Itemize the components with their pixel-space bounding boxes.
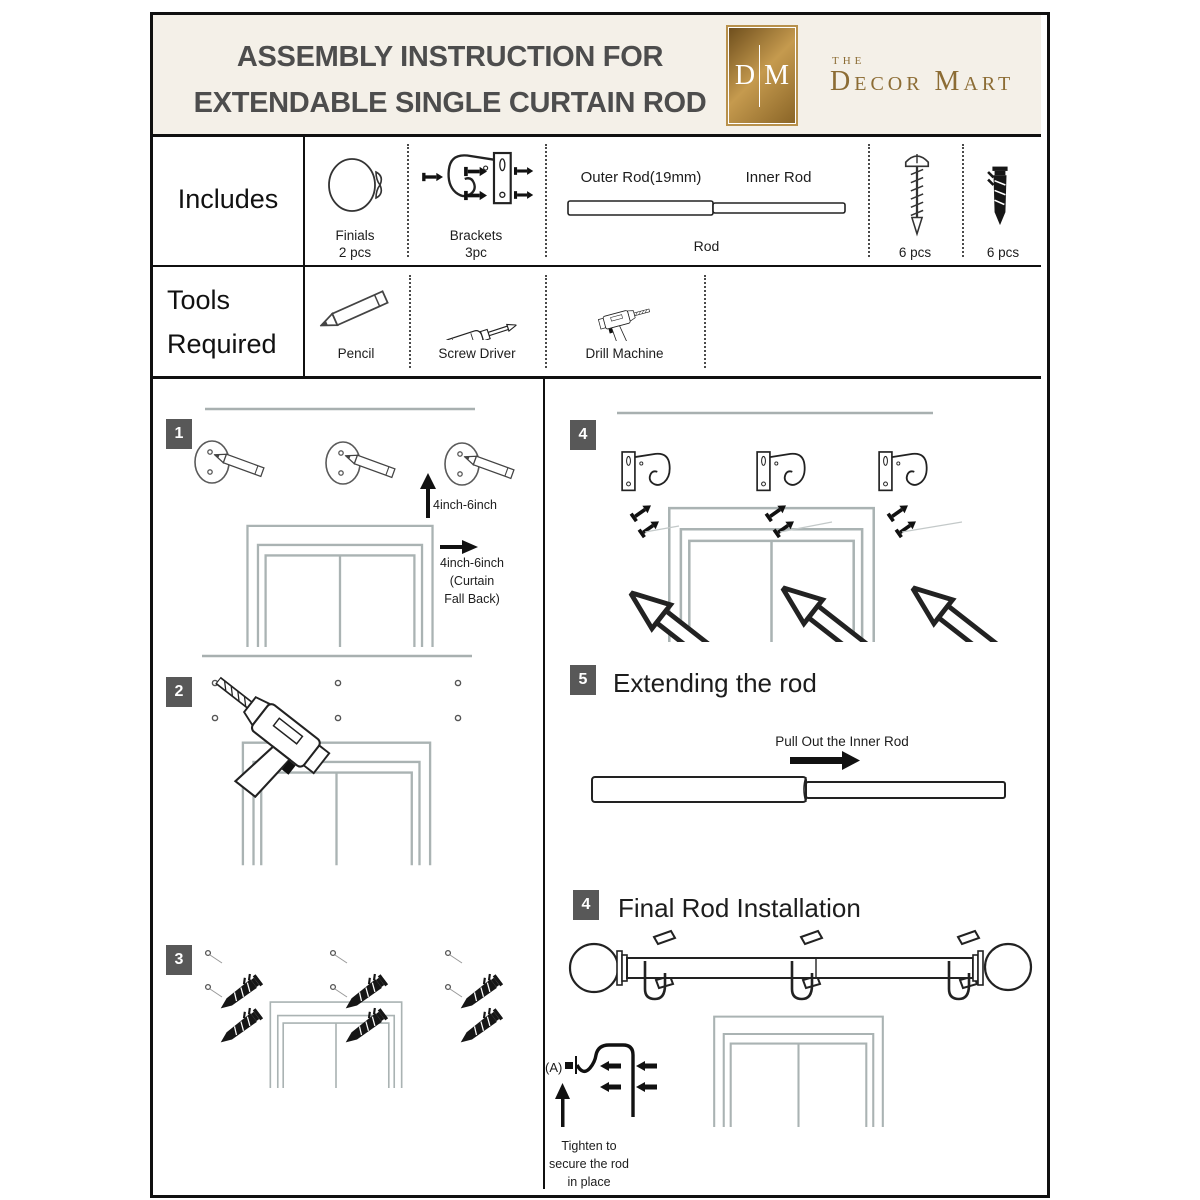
window-frame [714, 1017, 883, 1127]
logo-letter-d: D [734, 59, 756, 91]
includes-separator-4 [962, 144, 964, 257]
finial-icon [322, 150, 392, 222]
drill-label: Drill Machine [585, 346, 664, 361]
tools-required-label [153, 267, 305, 376]
wall-plug-icon [985, 158, 1019, 234]
step1-right-label-1: 4inch-6inch [440, 556, 504, 570]
step5-note: Pull Out the Inner Rod [775, 734, 909, 749]
tools-separator-3 [704, 275, 706, 368]
marking-disc-2 [326, 442, 395, 484]
step-1-illustration [160, 395, 540, 647]
tools-label-line1: Tools [167, 284, 231, 315]
extended-rod [592, 777, 1005, 802]
step1-up-arrow-label: 4inch-6inch [433, 498, 497, 512]
step6-marker-a: (A) [545, 1060, 563, 1075]
step6-title: Final Rod Installation [618, 893, 861, 923]
detail-up-arrow [555, 1083, 570, 1127]
step6-note-line1: Tighten to [561, 1139, 617, 1153]
tools-label-line2: Required [167, 328, 277, 359]
screwdriver-label: Screw Driver [438, 346, 516, 361]
marking-disc-3 [445, 443, 514, 485]
finials-qty: 2 pcs [338, 245, 372, 260]
screws-qty: 6 pcs [898, 245, 932, 260]
includes-label: Includes [153, 134, 305, 265]
page-title-line2: EXTENDABLE SINGLE CURTAIN ROD [193, 87, 707, 119]
includes-separator-3 [868, 144, 870, 257]
window-frame [247, 526, 432, 647]
step-3-illustration [160, 920, 540, 1088]
tighten-arrows [600, 1061, 657, 1092]
logo-letter-m: M [764, 59, 790, 91]
installed-rod [570, 931, 1031, 999]
holes [206, 951, 451, 990]
brand-name-label: Decor Mart [830, 66, 1015, 97]
detail-a-drawing [555, 1045, 657, 1127]
decor-mart-logo [728, 27, 796, 124]
step-3-badge: 3 [166, 945, 192, 975]
screwdrivers [611, 562, 1043, 642]
brackets-name: Brackets [449, 228, 503, 243]
rod-caption: Rod [693, 238, 720, 254]
step1-right-label-3: Fall Back) [444, 592, 500, 606]
pencil-label: Pencil [337, 346, 375, 361]
pull-arrow [790, 751, 860, 770]
right-arrow [440, 540, 478, 554]
rod-diagram [567, 196, 847, 220]
finials-name: Finials [335, 228, 375, 243]
inner-rod-label: Inner Rod [745, 169, 812, 186]
logo-divider-line [759, 45, 760, 107]
bracket-icon [422, 148, 534, 226]
brand-the-label: THE [832, 55, 866, 67]
step6-note-line3: in place [567, 1175, 611, 1189]
anchors-qty: 6 pcs [986, 245, 1020, 260]
mounting-screw-icon [900, 152, 934, 238]
step-1-badge: 1 [166, 419, 192, 449]
step6-note [538, 1137, 640, 1191]
step1-right-arrow-label [426, 554, 518, 608]
marking-disc-1 [195, 441, 264, 483]
step-5-badge: 5 [570, 665, 596, 695]
step6-note-line2: secure the rod [549, 1157, 629, 1171]
step-4-illustration [545, 390, 1043, 642]
step-4-badge: 4 [570, 420, 596, 450]
wall-plugs [215, 971, 503, 1047]
outer-rod-label: Outer Rod(19mm) [580, 169, 702, 186]
drill-icon [555, 275, 675, 341]
screwdriver-icon [425, 278, 525, 340]
window-frame [669, 508, 873, 642]
brackets-qty: 3pc [465, 245, 487, 260]
logo-monogram [735, 45, 789, 107]
step-2-badge: 2 [166, 677, 192, 707]
step-5-illustration [545, 655, 1043, 815]
page-title-line1: ASSEMBLY INSTRUCTION FOR [236, 41, 664, 73]
step1-right-label-2: (Curtain [449, 574, 495, 588]
wall-brackets [622, 452, 927, 490]
pencil-icon [314, 282, 398, 340]
step-6-badge: 4 [573, 890, 599, 920]
step5-title: Extending the rod [613, 668, 817, 698]
step-2-illustration [160, 645, 540, 867]
